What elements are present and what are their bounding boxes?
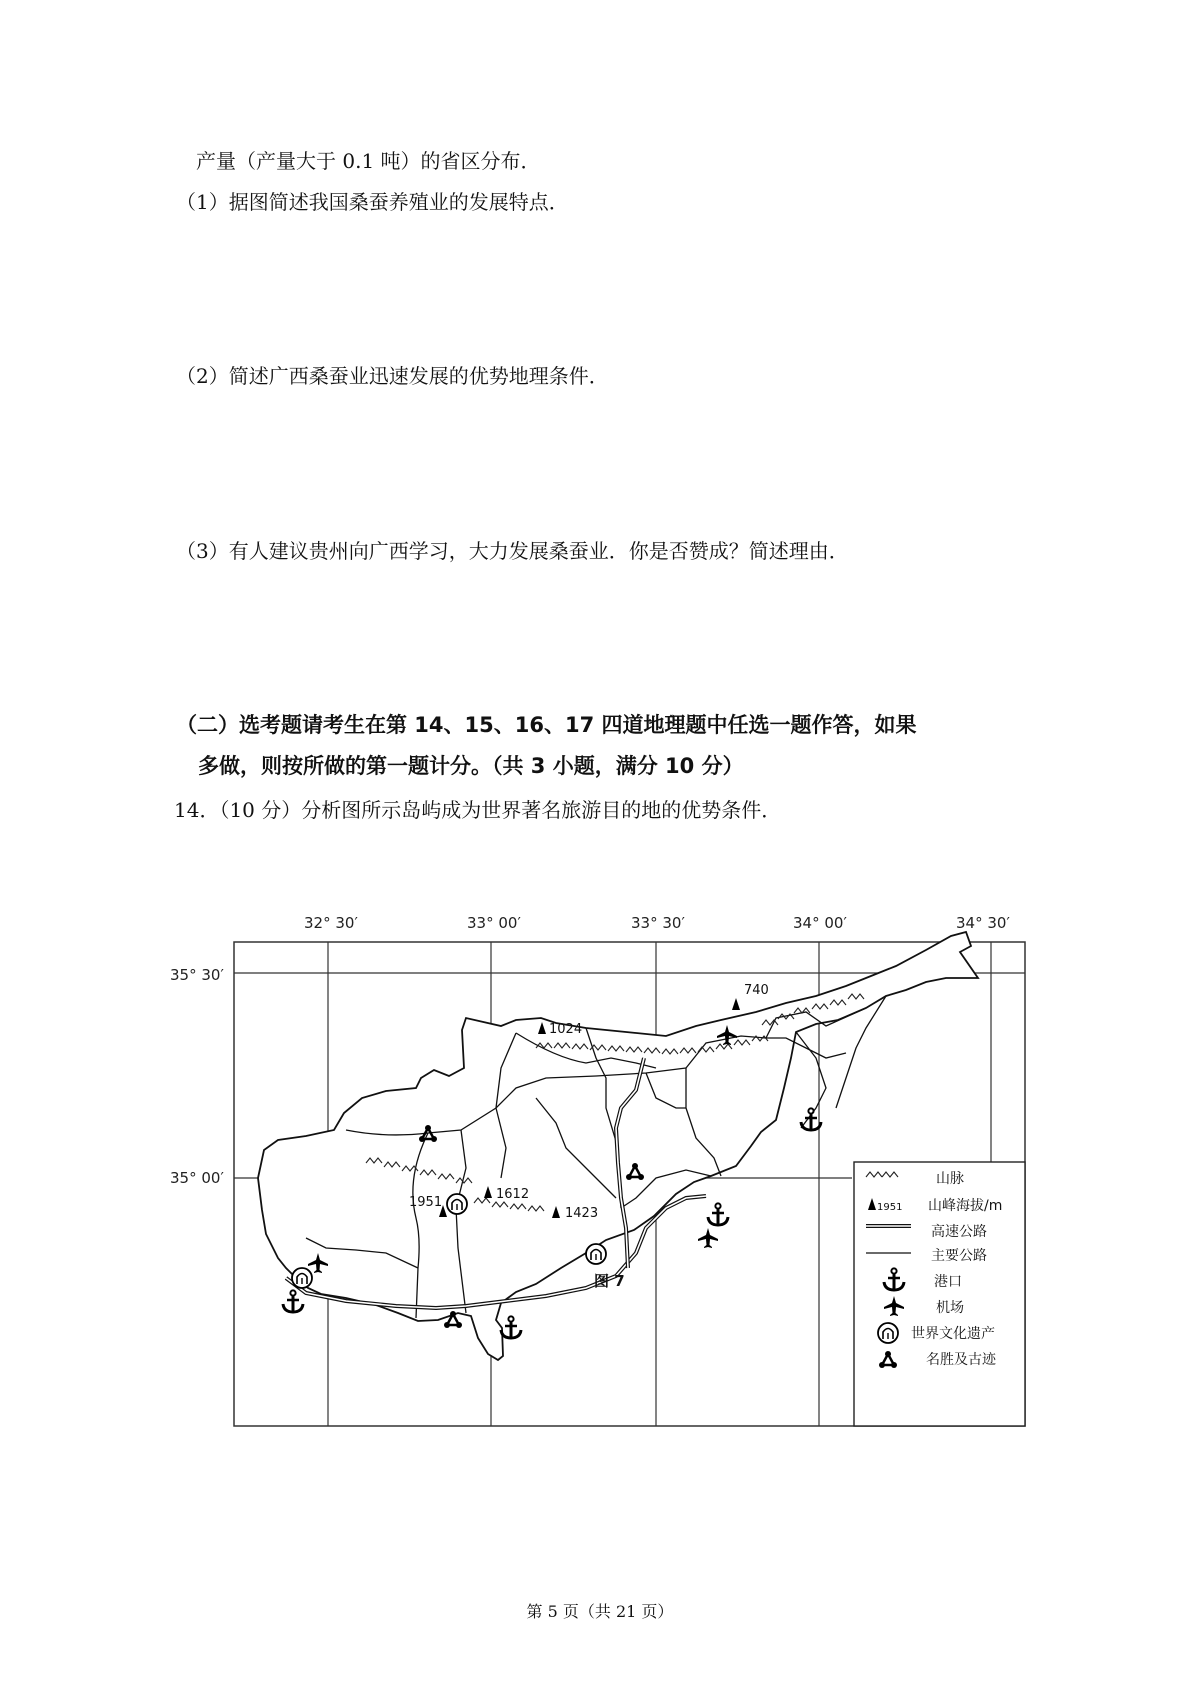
legend-label: 港口 (934, 1274, 962, 1290)
legend-label: 高速公路 (931, 1224, 987, 1240)
latitude-label: 35° 30′ (170, 966, 224, 984)
longitude-label: 33° 30′ (631, 914, 685, 932)
legend-label: 山脉 (936, 1171, 964, 1187)
longitude-label: 32° 30′ (304, 914, 358, 932)
peak-elevation: 740 (744, 983, 769, 998)
airport-icon (698, 1228, 718, 1248)
longitude-label: 34° 30′ (956, 914, 1010, 932)
world-heritage-icon (447, 1194, 467, 1214)
legend-label: 机场 (936, 1300, 964, 1316)
legend-item-heritage (878, 1323, 995, 1343)
peak-icon (732, 998, 740, 1010)
map-legend (854, 1162, 1025, 1426)
world-heritage-icon (586, 1244, 606, 1264)
port-icon (708, 1203, 728, 1225)
longitude-label: 33° 00′ (467, 914, 521, 932)
question-14: 14．（10 分）分析图所示岛屿成为世界著名旅游目的地的优势条件． (174, 798, 782, 822)
port-icon (283, 1290, 303, 1312)
latitude-label: 35° 00′ (170, 1169, 224, 1187)
legend-label: 世界文化遗产 (911, 1326, 995, 1342)
world-heritage-icon (292, 1268, 312, 1288)
peak-elevation: 1024 (549, 1022, 583, 1037)
port-icon (801, 1108, 821, 1130)
peak-elevation: 1612 (496, 1187, 530, 1202)
question-13-part-3: （3）有人建议贵州向广西学习，大力发展桑蚕业．你是否赞成？简述理由． (176, 539, 849, 563)
port-icon (501, 1316, 521, 1338)
legend-label: 名胜及古迹 (926, 1352, 996, 1368)
section-heading-line-2: 多做，则按所做的第一题计分。（共 3 小题，满分 10 分） (198, 754, 744, 778)
world-heritage-icon (878, 1323, 898, 1343)
peak-elevation: 1423 (565, 1206, 599, 1221)
section-heading-line-1: （二）选考题请考生在第 14、15、16、17 四道地理题中任选一题作答，如果 (176, 713, 917, 737)
longitude-labels (304, 914, 1010, 932)
island-map-figure (166, 908, 1046, 1438)
legend-peak-sample: 1951 (877, 1202, 903, 1213)
question-13-part-2: （2）简述广西桑蚕业迅速发展的优势地理条件． (176, 364, 609, 388)
page-footer: 第 5 页（共 21 页） (526, 1602, 674, 1621)
peak-elevation: 1951 (409, 1195, 443, 1210)
question-13-tail: 产量（产量大于 0.1 吨）的省区分布． (196, 149, 541, 173)
longitude-label: 34° 00′ (793, 914, 847, 932)
legend-label: 主要公路 (931, 1248, 987, 1264)
figure-label: 图 7 (594, 1272, 625, 1290)
latitude-labels (170, 966, 224, 1187)
legend-label: 山峰海拔/m (928, 1198, 1003, 1214)
question-13-part-1: （1）据图简述我国桑蚕养殖业的发展特点． (176, 190, 569, 214)
